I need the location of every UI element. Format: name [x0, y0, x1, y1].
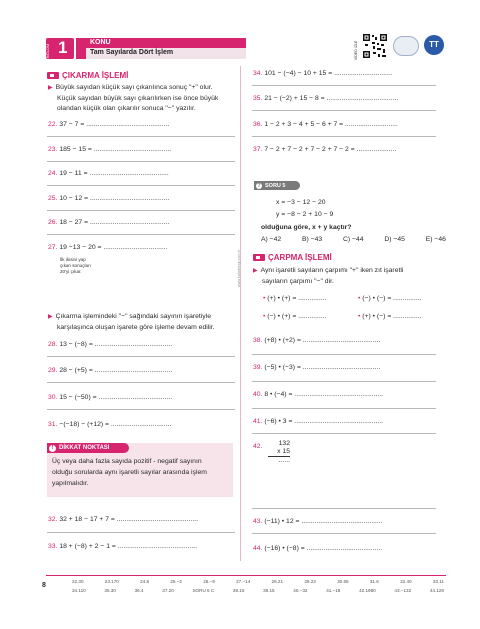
sign-rule: [358, 313, 422, 320]
intro-line-3: olandan küçük olan çıkarılır sonuca "−" yazılır.: [57, 105, 196, 112]
q-number: 24.: [48, 170, 58, 177]
q-number: 28.: [48, 341, 58, 348]
q-text: 15 − (−50) = .......................................: [59, 394, 173, 401]
q-number: 43.: [253, 518, 263, 525]
question-42: [253, 443, 262, 451]
option-e[interactable]: E) −46: [425, 236, 446, 243]
option-c[interactable]: C) −44: [343, 236, 364, 243]
dikkat-header: [47, 443, 129, 453]
q-text: (−16) • (−8) = ........................................: [264, 545, 383, 552]
question-22: [48, 121, 169, 129]
q-number: 25.: [48, 195, 58, 202]
question-38: [253, 337, 380, 345]
answer: 38.16: [232, 588, 245, 593]
question-37: [253, 146, 396, 154]
section-carpma-title: [253, 253, 332, 262]
answer: 37.20: [162, 588, 174, 593]
question-31: [48, 421, 171, 429]
konu-label: KONU: [90, 39, 111, 46]
answer: SORU 5 C: [192, 588, 215, 593]
sign-rule-text: (−) • (−) = ...............: [362, 295, 422, 302]
answer: 41.−18: [326, 588, 341, 593]
rule2-line-2: karşılaşınca oluşan işarete göre işleme devam edilir.: [57, 323, 215, 331]
divider: [252, 110, 436, 111]
q-text: (+8) • (+2) = .........................................: [264, 337, 381, 344]
dikkat-text: [52, 456, 232, 489]
warning-icon: !: [49, 445, 56, 452]
intro-line-1: Büyük sayıdan küçük sayı çıkarılınca sonuç "+" olur.: [55, 84, 213, 91]
cikarma-rule-2: [48, 312, 238, 333]
q-number: 33.: [48, 543, 58, 550]
brand-logo-text: TT: [429, 40, 439, 49]
answer: 27.−14: [236, 579, 251, 584]
intro-line-2: Küçük sayıdan büyük sayı çıkarılırken ise önce büyük: [57, 94, 219, 102]
footer-divider: [46, 575, 446, 576]
q-text: (−6) • 3 = ...............................................: [264, 418, 384, 425]
answer: 30.65: [337, 579, 349, 584]
section-cikarma-label: ÇIKARMA İŞLEMİ: [62, 71, 129, 80]
question-40: [253, 391, 383, 399]
divider: [47, 161, 235, 162]
dikkat-line: olduğu sorularda aynı işaretli sayılar arasında işlem: [52, 469, 207, 476]
equation-x: x = −3 − 12 − 20: [276, 199, 326, 206]
soru-options: [261, 236, 446, 243]
video-label: VİDEO İZLE: [354, 40, 358, 60]
section-icon: [253, 254, 265, 261]
note-line: 20'yi çıkar.: [60, 269, 82, 274]
q-text: 21 − (−2) + 15 − 8 = ......................................: [264, 95, 399, 102]
q-text: −(−18) − (+12) = ................................: [59, 421, 172, 428]
section-cikarma-title: [47, 71, 128, 80]
divider: [47, 185, 235, 186]
q-text: 18 − 27 = ..........................................: [59, 219, 170, 226]
q-number: 35.: [253, 95, 263, 102]
answer: 25.−2: [170, 579, 182, 584]
answer: 43.−132: [394, 588, 412, 593]
question-32: [48, 516, 198, 524]
qr-code-icon[interactable]: [362, 33, 388, 59]
q-text: 13 − (−8) = .........................................: [59, 341, 173, 348]
q-text: 7 − 2 + 7 − 2 + 7 − 2 + 7 − 2 = .....................: [264, 146, 397, 153]
divider: [252, 433, 436, 434]
q-text: 185 − 15 = .........................................: [59, 146, 172, 153]
question-43: [253, 518, 383, 526]
unit-number: 1: [58, 38, 68, 57]
question-41: [253, 418, 383, 426]
answer: 39.15: [263, 588, 275, 593]
answer-key-row-2: [72, 588, 444, 593]
question-24: [48, 170, 169, 178]
soru-header: [254, 181, 300, 190]
arrow-icon: ▶: [253, 268, 258, 274]
soru-label: SORU 5: [265, 182, 286, 189]
arrow-icon: ▶: [48, 85, 53, 91]
question-23: [48, 146, 171, 154]
carpma-line-2: sayıların çarpımı "−" dir.: [262, 277, 334, 285]
answer: 35.30: [104, 588, 116, 593]
divider: [252, 136, 436, 137]
question-44: [253, 545, 382, 553]
dikkat-line: Üç veya daha fazla sayıda pozitif - negatif sayının: [52, 458, 202, 465]
q-number: 42.: [253, 443, 263, 450]
answer: 32.40: [400, 579, 412, 584]
q-text: 18 + (−8) + 2 − 1 = ..........................................: [59, 543, 198, 550]
question-29: [48, 367, 172, 375]
answer: 23.170: [104, 579, 119, 584]
answer: 26.−9: [203, 579, 215, 584]
divider: [47, 136, 235, 137]
bullet-icon: •: [358, 313, 361, 320]
arrow-icon: ▶: [48, 314, 53, 320]
question-33: [48, 543, 197, 551]
q-text: 10 − 12 = ..........................................: [59, 195, 170, 202]
answer-key-row-1: [72, 579, 444, 584]
question-27: [48, 244, 168, 252]
q-number: 26.: [48, 219, 58, 226]
q-number: 36.: [253, 121, 263, 128]
dikkat-line: yapılmalıdır.: [52, 480, 89, 487]
dikkat-title: DİKKAT NOKTASI: [59, 445, 110, 451]
q-number: 41.: [253, 418, 263, 425]
q-text: 19 −13 − 20 = ..................................: [59, 244, 168, 251]
divider: [252, 381, 436, 382]
question-36: [253, 121, 398, 129]
column-divider: [240, 66, 241, 561]
sign-rule-text: (+) • (+) = ...............: [267, 295, 327, 302]
answer: 29.23: [304, 579, 316, 584]
divider: [252, 85, 436, 86]
q-number: 30.: [48, 394, 58, 401]
q-number: 31.: [48, 421, 58, 428]
section-icon: [47, 72, 59, 79]
sign-rule: [263, 313, 327, 320]
question-34: [253, 70, 393, 78]
q-text: 1 − 2 + 3 − 4 + 5 − 6 + 7 = ............................: [264, 121, 398, 128]
q-number: 37.: [253, 146, 263, 153]
note-line: İlk ikisini yap: [60, 257, 86, 262]
publisher-logo: [393, 36, 419, 56]
q-text: 37 − 7 = ............................................: [59, 121, 170, 128]
answer: 22.30: [72, 579, 84, 584]
q-text: (−5) • (−3) = .........................................: [264, 364, 381, 371]
bullet-icon: •: [263, 295, 266, 302]
soru-question: olduğuna göre, x + y kaçtır?: [261, 224, 352, 231]
question-39: [253, 364, 380, 372]
divider: [47, 234, 235, 235]
question-28: [48, 341, 172, 349]
q-text: 19 − 11 = ..........................................: [59, 170, 169, 177]
result-line: ......: [278, 457, 290, 464]
answer: 24.8: [140, 579, 150, 584]
question-35: [253, 95, 398, 103]
soru-equations: [276, 197, 333, 221]
q-number: 39.: [253, 364, 263, 371]
divider: [252, 533, 436, 534]
q-number: 22.: [48, 121, 58, 128]
question-25: [48, 195, 169, 203]
question-26: [48, 219, 169, 227]
carpma-rule: [253, 266, 443, 287]
note-line: çıkan sonuçları: [60, 263, 91, 268]
q-number: 40.: [253, 391, 263, 398]
bolum-label: BÖLÜM: [45, 43, 50, 58]
question-mark-icon: ?: [257, 182, 261, 189]
bullet-icon: •: [358, 295, 361, 302]
q-text: 101 − (−4) − 10 + 15 = ...............................: [264, 70, 393, 77]
answer: 28.21: [271, 579, 284, 584]
answer: 44.128: [429, 588, 444, 593]
q-number: 29.: [48, 367, 58, 374]
sign-rule: [358, 295, 422, 302]
sign-rule-text: (−) • (+) = ...............: [267, 313, 327, 320]
rule2-line-1: Çıkarma işlemindeki "−" sağındaki sayının işaretiyle: [55, 313, 211, 320]
option-d[interactable]: D) −45: [384, 236, 405, 243]
answer: 34.110: [72, 588, 86, 593]
multiplier: x 15: [268, 448, 290, 457]
divider: [47, 409, 235, 410]
q-number: 38.: [253, 337, 263, 344]
answer: 42.1980: [359, 588, 376, 593]
q-text: (−11) • 12 = ...........................................: [264, 518, 383, 525]
answer: 33.11: [432, 579, 444, 584]
side-url: www.kafadengi.com.tr: [237, 250, 241, 288]
equation-y: y = −8 − 2 + 10 − 9: [276, 211, 334, 218]
q-number: 44.: [253, 545, 263, 552]
divider: [47, 532, 235, 533]
divider: [252, 508, 436, 509]
bullet-icon: •: [263, 313, 266, 320]
page-number: 8: [42, 582, 46, 589]
answer: 40.−32: [293, 588, 308, 593]
q-text: 8 • (−4) = ...............................................: [264, 391, 384, 398]
sign-rule: [263, 295, 327, 302]
option-a[interactable]: A) −42: [261, 236, 282, 243]
q27-note: [60, 257, 91, 275]
question-30: [48, 394, 172, 402]
answer: 36.4: [134, 588, 144, 593]
multiplicand: 132: [278, 440, 290, 447]
divider: [47, 210, 235, 211]
section-carpma-label: ÇARPMA İŞLEMİ: [268, 253, 332, 262]
divider: [252, 408, 436, 409]
sign-rule-text: (+) • (−) = ...............: [362, 313, 422, 320]
cikarma-intro: [48, 83, 238, 115]
q-number: 32.: [48, 516, 58, 523]
q-text: 32 + 18 − 17 + 7 = ...........................................: [59, 516, 198, 523]
topic-title: Tam Sayılarda Dört İşlem: [90, 49, 174, 56]
answer: 31.6: [369, 579, 379, 584]
multiplication-layout: [268, 440, 290, 465]
option-b[interactable]: B) −43: [302, 236, 323, 243]
carpma-line-1: Aynı işaretli sayıların çarpımı "+" iken zıt işaretli: [260, 267, 404, 274]
q-number: 23.: [48, 146, 58, 153]
divider: [47, 356, 235, 357]
brand-logo-icon: [424, 35, 444, 55]
divider: [47, 382, 235, 383]
q-number: 27.: [48, 244, 58, 251]
q-text: 28 − (+5) = .........................................: [59, 367, 173, 374]
divider: [252, 354, 436, 355]
q-number: 34.: [253, 70, 263, 77]
